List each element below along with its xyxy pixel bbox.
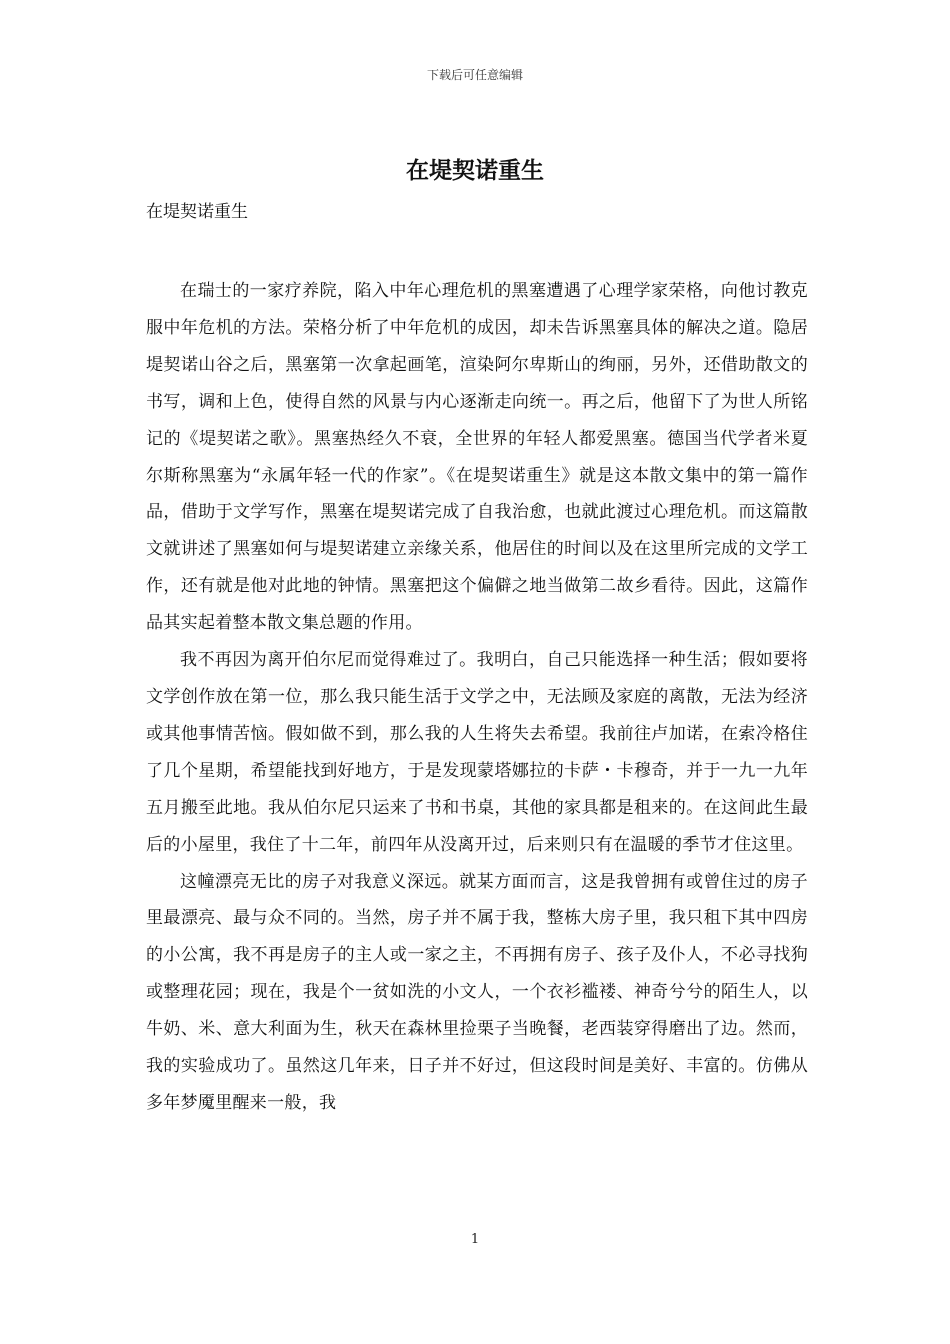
page-number: 1	[470, 1232, 480, 1247]
page-header: 下载后可任意编辑	[426, 68, 523, 82]
document-title: 在堤契诺重生	[406, 157, 544, 184]
document-body	[146, 273, 808, 1122]
paragraph-3: 这幢漂亮无比的房子对我意义深远。就某方面而言，这是我曾拥有或曾住过的房子里最漂亮、最与众不同的。当然，房子并不属于我，整栋大房子里，我只租下其中四房的小公寓，我不再是房子的主人或一家之主，不再拥有房子、孩子及仆人，不必寻找狗或整理花园；现在，我是个一贫如洗的小文人，一个衣衫褴褛、神奇兮兮的陌生人，以牛奶、米、意大利面为生，秋天在森林里捡栗子当晚餐，老西装穿得磨出了边。然而，我的实验成功了。虽然这几年来，日子并不好过，但这段时间是美好、丰富的。仿佛从多年梦魇里醒来一般，我	[146, 871, 808, 1113]
document-subtitle: 在堤契诺重生	[146, 202, 248, 222]
paragraph-2: 我不再因为离开伯尔尼而觉得难过了。我明白，自己只能选择一种生活；假如要将文学创作放在第一位，那么我只能生活于文学之中，无法顾及家庭的离散，无法为经济或其他事情苦恼。假如做不到，那么我的人生将失去希望。我前往卢加诺，在索冷格住了几个星期，希望能找到好地方，于是发现蒙塔娜拉的卡萨・卡穆奇，并于一九一九年五月搬至此地。我从伯尔尼只运来了书和书桌，其他的家具都是租来的。在这间此生最后的小屋里，我住了十二年，前四年从没离开过，后来则只有在温暖的季节才住这里。	[146, 650, 808, 855]
paragraph-1: 在瑞士的一家疗养院，陷入中年心理危机的黑塞遭遇了心理学家荣格，向他讨教克服中年危机的方法。荣格分析了中年危机的成因，却未告诉黑塞具体的解决之道。隐居堤契诺山谷之后，黑塞第一次拿起画笔，渲染阿尔卑斯山的绚丽，另外，还借助散文的书写，调和上色，使得自然的风景与内心逐渐走向统一。再之后，他留下了为世人所铭记的《堤契诺之歌》。黑塞热经久不衰，全世界的年轻人都爱黑塞。德国当代学者米夏尔斯称黑塞为“永属年轻一代的作家”。《在堤契诺重生》就是这本散文集中的第一篇作品，借助于文学写作，黑塞在堤契诺完成了自我治愈，也就此渡过心理危机。而这篇散文就讲述了黑塞如何与堤契诺建立亲缘关系，他居住的时间以及在这里所完成的文学工作，还有就是他对此地的钟情。黑塞把这个偏僻之地当做第二故乡看待。因此，这篇作品其实起着整本散文集总题的作用。	[146, 281, 808, 634]
